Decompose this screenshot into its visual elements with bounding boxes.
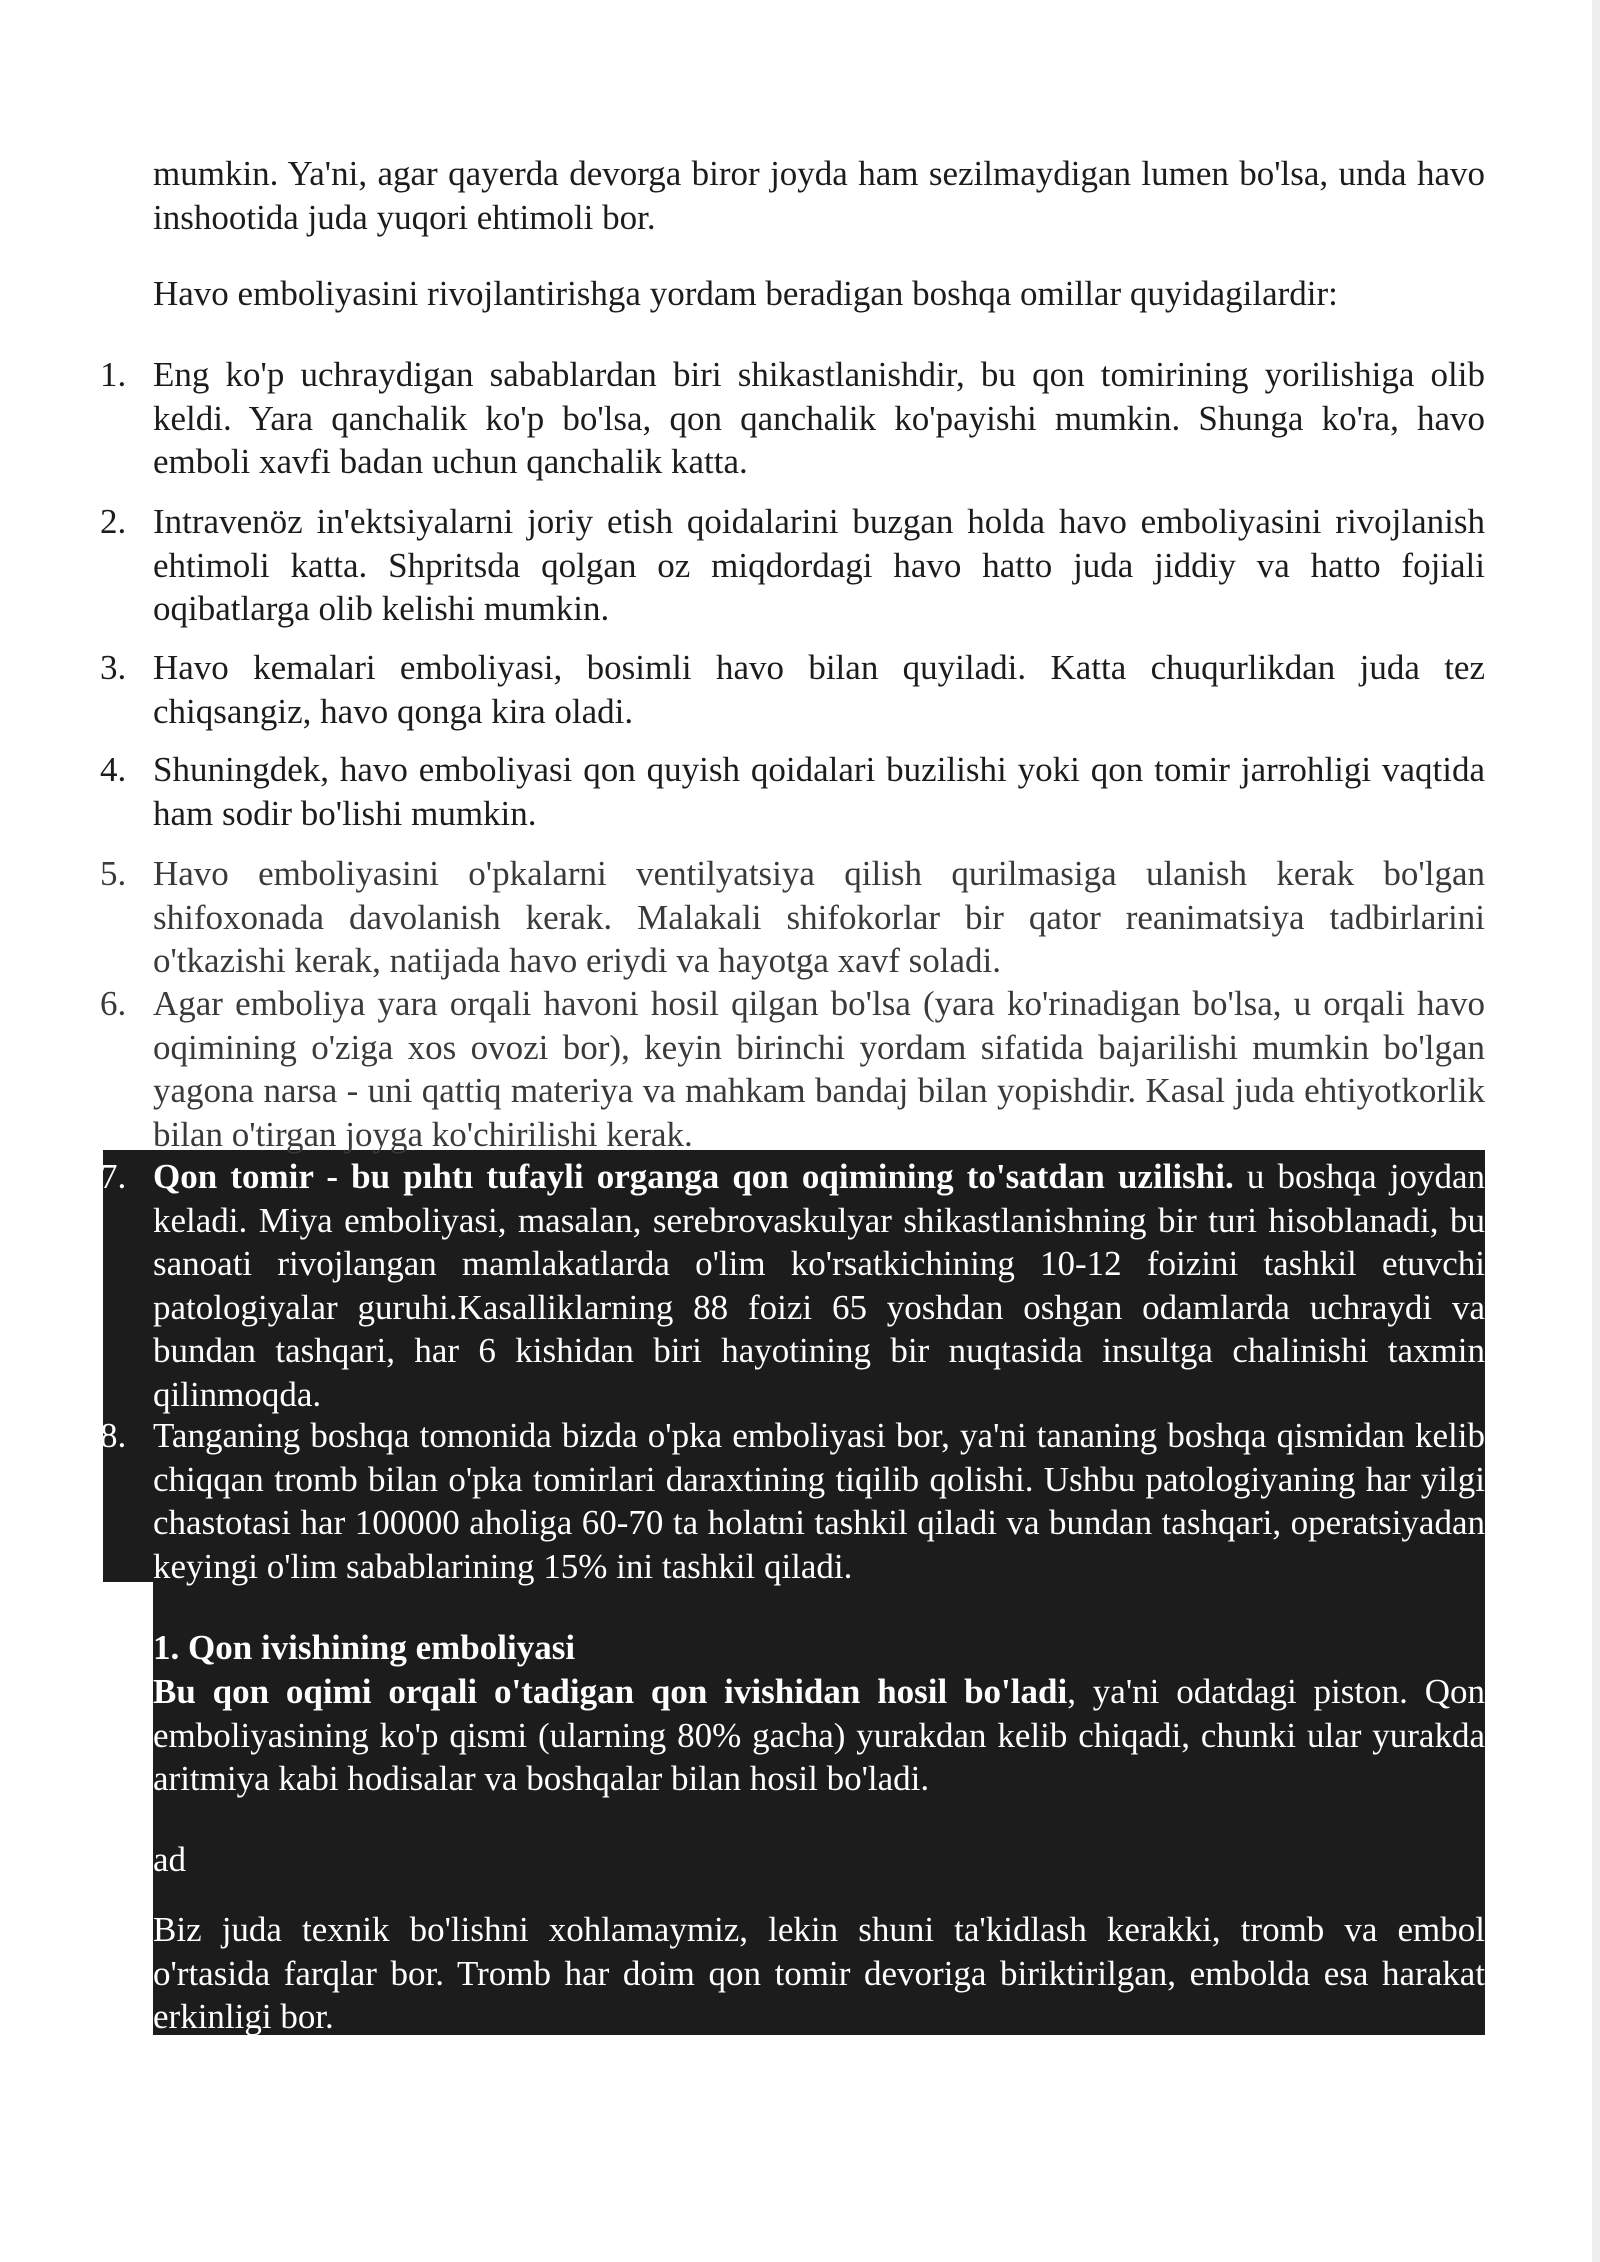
- list-text: Havo emboliyasini o'pkalarni ventilyatsiya qilish qurilmasiga ulanish kerak bo'lgan shifoxonada davolanish kerak. Malakali shifokorlar bir qator reanimatsiya tadbirlarini o'tkazishi kerak, natijada havo eriydi va hayotga xavf soladi.: [153, 854, 1485, 980]
- list-item: [100, 646, 1485, 733]
- list-item: [100, 852, 1485, 983]
- intro-paragraph: mumkin. Ya'ni, agar qayerda devorga biror joyda ham sezilmaydigan lumen bo'lsa, unda havo inshootida juda yuqori ehtimoli bor.: [153, 154, 1485, 237]
- list-number: 6.: [100, 984, 127, 1023]
- closing-paragraph: Biz juda texnik bo'lishni xohlamaymiz, lekin shuni ta'kidlash kerakki, tromb va embol o'rtasida farqlar bor. Tromb har doim qon tomir devoriga biriktirilgan, embolda esa harakat erkinligi bor.: [153, 1910, 1485, 2036]
- list-item: [100, 982, 1485, 1156]
- list-item: [100, 353, 1485, 484]
- list-number: 2.: [100, 502, 127, 541]
- page-edge-shadow: [1592, 0, 1600, 2262]
- list-number: 5.: [100, 854, 127, 893]
- ad-label: ad: [153, 1840, 187, 1879]
- list-text: Agar emboliya yara orqali havoni hosil qilgan bo'lsa (yara ko'rinadigan bo'lsa, u orqali havo oqimining o'ziga xos ovozi bor), keyin birinchi yordam sifatida bajarilishi mumkin bo'lgan yagona narsa - uni qattiq materiya va mahkam bandaj bilan yopishdir. Kasal juda ehtiyotkorlik bilan o'tirgan joyga ko'chirilishi kerak.: [153, 984, 1485, 1154]
- list-number: 1.: [100, 355, 127, 394]
- list-item-highlighted: [100, 1414, 1485, 1588]
- section-bold-lead: Bu qon oqimi orqali o'tadigan qon ivishidan hosil bo'ladi: [153, 1672, 1068, 1711]
- list-item: [100, 500, 1485, 631]
- list-number: 7.: [100, 1157, 127, 1196]
- list-text-bold: Qon tomir - bu pıhtı tufayli organga qon oqimining to'satdan uzilishi.: [153, 1157, 1234, 1196]
- list-text: Eng ko'p uchraydigan sabablardan biri shikastlanishdir, bu qon tomirining yorilishiga olib keldi. Yara qanchalik ko'p bo'lsa, qon qanchalik ko'payishi mumkin. Shunga ko'ra, havo emboli xavfi badan uchun qanchalik katta.: [153, 355, 1485, 481]
- list-number: 4.: [100, 750, 127, 789]
- list-text: [153, 1155, 1485, 1416]
- list-text: Havo kemalari emboliyasi, bosimli havo bilan quyiladi. Katta chuqurlikdan juda tez chiqsangiz, havo qonga kira oladi.: [153, 648, 1485, 731]
- section-paragraph: [153, 1670, 1485, 1801]
- list-item-highlighted: [100, 1155, 1485, 1416]
- section-lead-rest: , ya'ni odatdagi piston. Qon emboliyasining ko'p qismi (ularning 80% gacha) yurakdan kelib chiqadi, chunki ular yurakda aritmiya kabi hodisalar va boshqalar bilan hosil bo'ladi.: [153, 1672, 1485, 1798]
- section-heading: 1. Qon ivishining emboliyasi: [153, 1628, 576, 1667]
- list-text: Shuningdek, havo emboliyasi qon quyish qoidalari buzilishi yoki qon tomir jarrohligi vaqtida ham sodir bo'lishi mumkin.: [153, 750, 1485, 833]
- list-number: 3.: [100, 648, 127, 687]
- list-text: Tanganing boshqa tomonida bizda o'pka emboliyasi bor, ya'ni tananing boshqa qismidan kelib chiqqan tromb bilan o'pka tomirlari daraxtining tiqilib qolishi. Ushbu patologiyaning har yilgi chastotasi har 100000 aholiga 60-70 ta holatni tashkil qiladi va bundan tashqari, operatsiyadan keyingi o'lim sabablarining 15% ini tashkil qiladi.: [153, 1416, 1485, 1586]
- list-item: [100, 748, 1485, 835]
- list-text: Intravenöz in'ektsiyalarni joriy etish qoidalarini buzgan holda havo emboliyasini rivojlanish ehtimoli katta. Shpritsda qolgan oz miqdordagi havo hatto juda jiddiy va hatto fojiali oqibatlarga olib kelishi mumkin.: [153, 502, 1485, 628]
- list-text-rest: u boshqa joydan keladi. Miya emboliyasi, masalan, serebrovaskulyar shikastlanishning bir turi hisoblanadi, bu sanoati rivojlangan mamlakatlarda o'lim ko'rsatkichining 10-12 foizini tashkil etuvchi patologiyalar guruhi.Kasalliklarning 88 foizi 65 yoshdan oshgan odamlarda uchraydi va bundan tashqari, har 6 kishidan biri hayotining bir nuqtasida insultga chalinishi taxmin qilinmoqda.: [153, 1157, 1485, 1414]
- list-number: 8.: [100, 1416, 127, 1455]
- intro-lead-paragraph: Havo emboliyasini rivojlantirishga yordam beradigan boshqa omillar quyidagilardir:: [153, 274, 1338, 313]
